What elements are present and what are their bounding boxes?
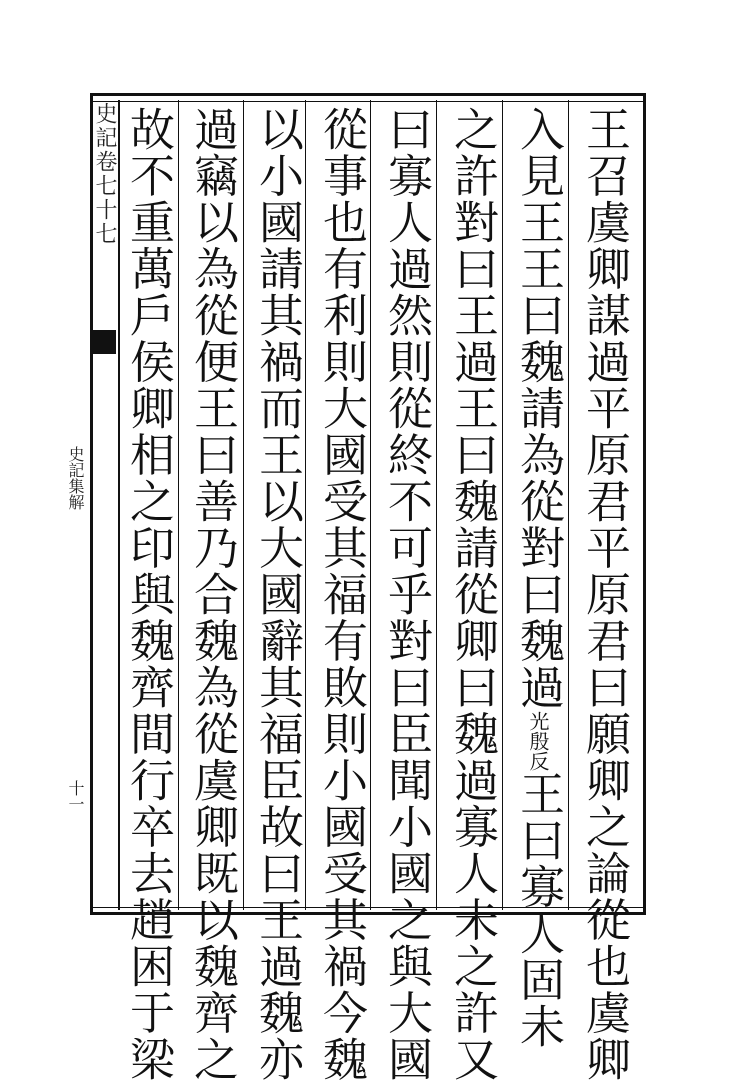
text-column-4 xyxy=(376,100,436,1083)
column-divider xyxy=(243,100,244,910)
column-divider xyxy=(436,100,437,910)
column-text: 從事也有利則大國受其福有敗則小國受其禍今魏 xyxy=(315,106,368,1083)
column-text-part: 王曰寡人固未 xyxy=(512,770,565,1050)
column-divider xyxy=(502,100,503,910)
fishtail-mark xyxy=(90,330,116,354)
column-text-part: 入見王王曰魏請為從對曰魏過 xyxy=(512,106,565,711)
margin-title: 史記卷七十七 xyxy=(92,102,117,246)
text-column-8 xyxy=(118,100,178,1083)
text-column-3 xyxy=(442,100,502,1083)
page-number: 十一 xyxy=(66,780,85,812)
text-column-1 xyxy=(574,100,634,1083)
text-column-5 xyxy=(311,100,371,1083)
column-text: 過竊以為從便王曰善乃合魏為從虞卿既以魏齊之 xyxy=(186,106,239,1083)
column-text: 故不重萬戶侯卿相之印與魏齊間行卒去趙困于梁 xyxy=(122,106,175,1083)
text-column-6 xyxy=(247,100,307,1083)
column-text: 王召虞卿謀過平原君平原君曰願卿之論從也虞卿 xyxy=(578,106,631,1083)
book-title: 史記集解 xyxy=(66,446,85,510)
column-divider xyxy=(568,100,569,910)
column-divider xyxy=(178,100,179,910)
text-column-7 xyxy=(182,100,242,1083)
annotation-note: 光殷反 xyxy=(526,710,550,771)
column-text: 曰寡人過然則從終不可乎對曰臣聞小國之與大國 xyxy=(380,106,433,1083)
column-text: 之許對曰王過王曰魏請從卿曰魏過寡人未之許又 xyxy=(446,106,499,1083)
text-column-2 xyxy=(508,100,568,1050)
column-text: 以小國請其禍而王以大國辭其福臣故曰王過魏亦 xyxy=(251,106,304,1083)
column-text xyxy=(508,100,568,1050)
